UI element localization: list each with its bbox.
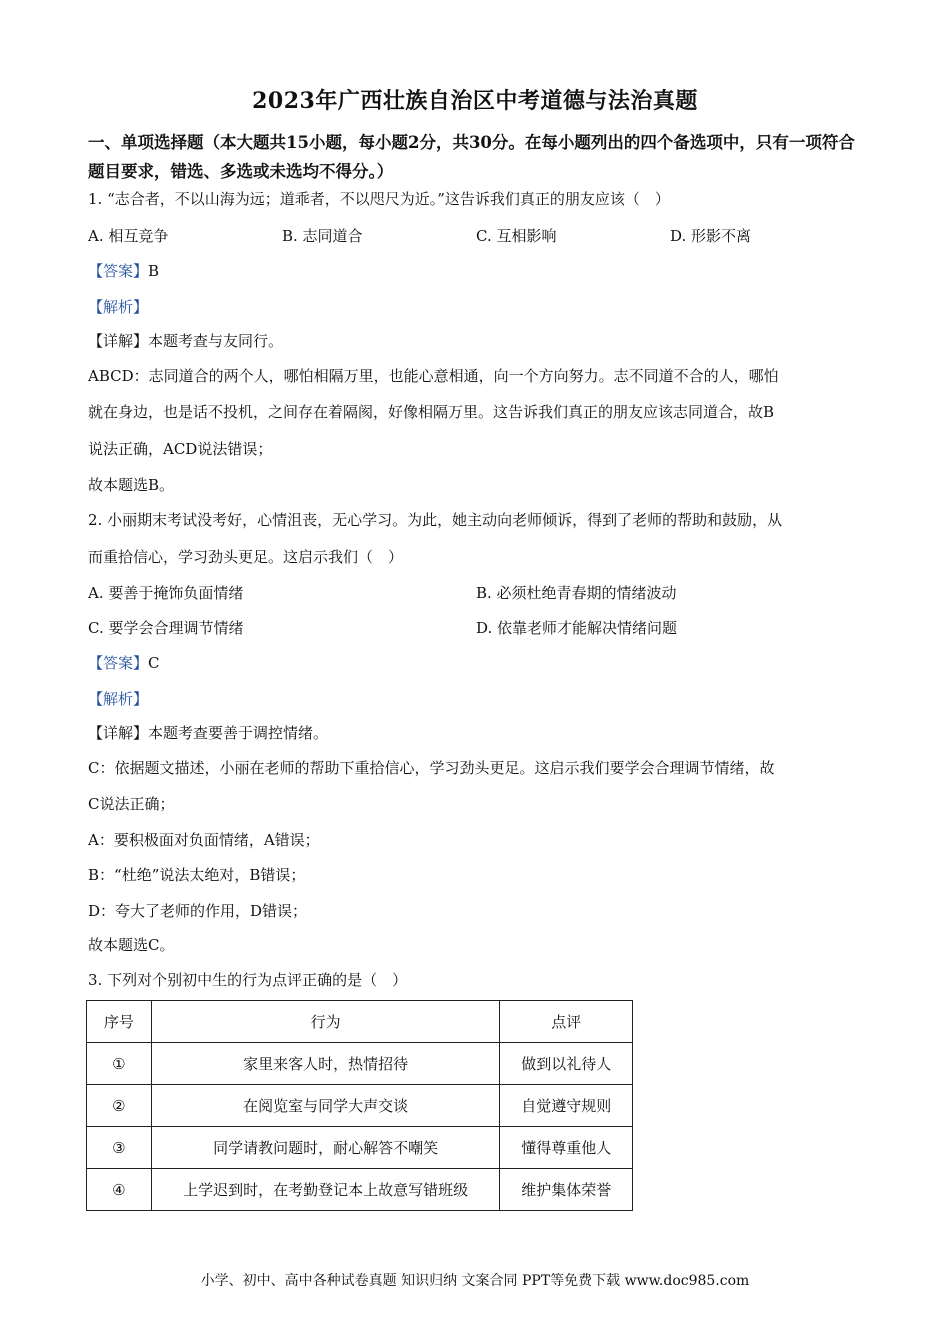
table-header: 点评 (500, 1001, 633, 1043)
q1-answer (88, 260, 159, 281)
q2-explanation-line: D：夸大了老师的作用，D错误； (88, 902, 308, 920)
table-cell: 家里来客人时，热情招待 (151, 1043, 500, 1085)
q1-option-b: B. 志同道合 (282, 227, 363, 245)
table-row (87, 1085, 633, 1127)
q1-conclusion: 故本题选B。 (88, 476, 175, 494)
table-row (87, 1043, 633, 1085)
q1-explanation-line: ABCD：志同道合的两个人，哪怕相隔万里，也能心意相通，向一个方向努力。志不同道不合的人，哪怕 (88, 367, 779, 385)
q2-detail: 【详解】本题考查要善于调控情绪。 (88, 724, 329, 742)
table-cell: ② (87, 1085, 152, 1127)
answer-tag: 【答案】 (88, 654, 149, 672)
table-cell: 懂得尊重他人 (500, 1127, 633, 1169)
answer-value: C (148, 654, 160, 672)
q2-conclusion: 故本题选C。 (88, 936, 175, 954)
table-cell: 在阅览室与同学大声交谈 (151, 1085, 500, 1127)
table-cell: 上学迟到时，在考勤登记本上故意写错班级 (151, 1169, 500, 1211)
q1-option-d: D. 形影不离 (670, 227, 752, 245)
q2-stem-line: 而重拾信心，学习劲头更足。这启示我们（ ） (88, 548, 404, 566)
q1-option-a: A. 相互竞争 (88, 227, 169, 245)
q2-option-d: D. 依靠老师才能解决情绪问题 (476, 619, 678, 637)
q3-stem: 3. 下列对个别初中生的行为点评正确的是（ ） (88, 971, 408, 989)
table-cell: 做到以礼待人 (500, 1043, 633, 1085)
q2-answer (88, 652, 160, 673)
page-title: 2023年广西壮族自治区中考道德与法治真题 (252, 88, 698, 114)
q1-option-c: C. 互相影响 (476, 227, 557, 245)
section-heading: 一、单项选择题（本大题共15小题，每小题2分，共30分。在每小题列出的四个备选项中，只有一项符合题目要求，错选、多选或未选均不得分。） (88, 133, 855, 181)
table-cell: 同学请教问题时，耐心解答不嘲笑 (151, 1127, 500, 1169)
q2-explanation-line: C说法正确； (88, 795, 175, 813)
table-row (87, 1169, 633, 1211)
table-cell: ① (87, 1043, 152, 1085)
q2-analysis-tag: 【解析】 (88, 690, 149, 708)
table-cell: ③ (87, 1127, 152, 1169)
table-header: 行为 (151, 1001, 500, 1043)
table-cell: 自觉遵守规则 (500, 1085, 633, 1127)
answer-tag: 【答案】 (88, 262, 149, 280)
q2-stem-line: 2. 小丽期末考试没考好，心情沮丧，无心学习。为此，她主动向老师倾诉，得到了老师的帮助和鼓励，从 (88, 511, 783, 529)
answer-value: B (148, 262, 160, 280)
page-footer: 小学、初中、高中各种试卷真题 知识归纳 文案合同 PPT等免费下载 www.doc985.com (200, 1273, 750, 1289)
q2-option-b: B. 必须杜绝青春期的情绪波动 (476, 584, 677, 602)
q2-option-a: A. 要善于掩饰负面情绪 (88, 584, 244, 602)
table-cell: 维护集体荣誉 (500, 1169, 633, 1211)
table-row (87, 1127, 633, 1169)
q2-explanation-line: B：“杜绝”说法太绝对，B错误； (88, 866, 306, 884)
table-header-row (87, 1001, 633, 1043)
q3-table (86, 1000, 633, 1211)
table-cell: ④ (87, 1169, 152, 1211)
q1-explanation-line: 就在身边，也是话不投机，之间存在着隔阂，好像相隔万里。这告诉我们真正的朋友应该志同道合，故B (88, 403, 775, 421)
q1-stem: 1. “志合者，不以山海为远；道乖者，不以咫尺为近。”这告诉我们真正的朋友应该（ ） (88, 190, 670, 208)
q2-explanation-line: C：依据题文描述，小丽在老师的帮助下重拾信心，学习劲头更足。这启示我们要学会合理调节情绪，故 (88, 759, 775, 777)
table-header: 序号 (87, 1001, 152, 1043)
q2-option-c: C. 要学会合理调节情绪 (88, 619, 244, 637)
q1-explanation-line: 说法正确，ACD说法错误； (88, 440, 273, 458)
q1-analysis-tag: 【解析】 (88, 298, 149, 316)
q2-explanation-line: A：要积极面对负面情绪，A错误； (88, 831, 320, 849)
q1-detail: 【详解】本题考查与友同行。 (88, 332, 284, 350)
